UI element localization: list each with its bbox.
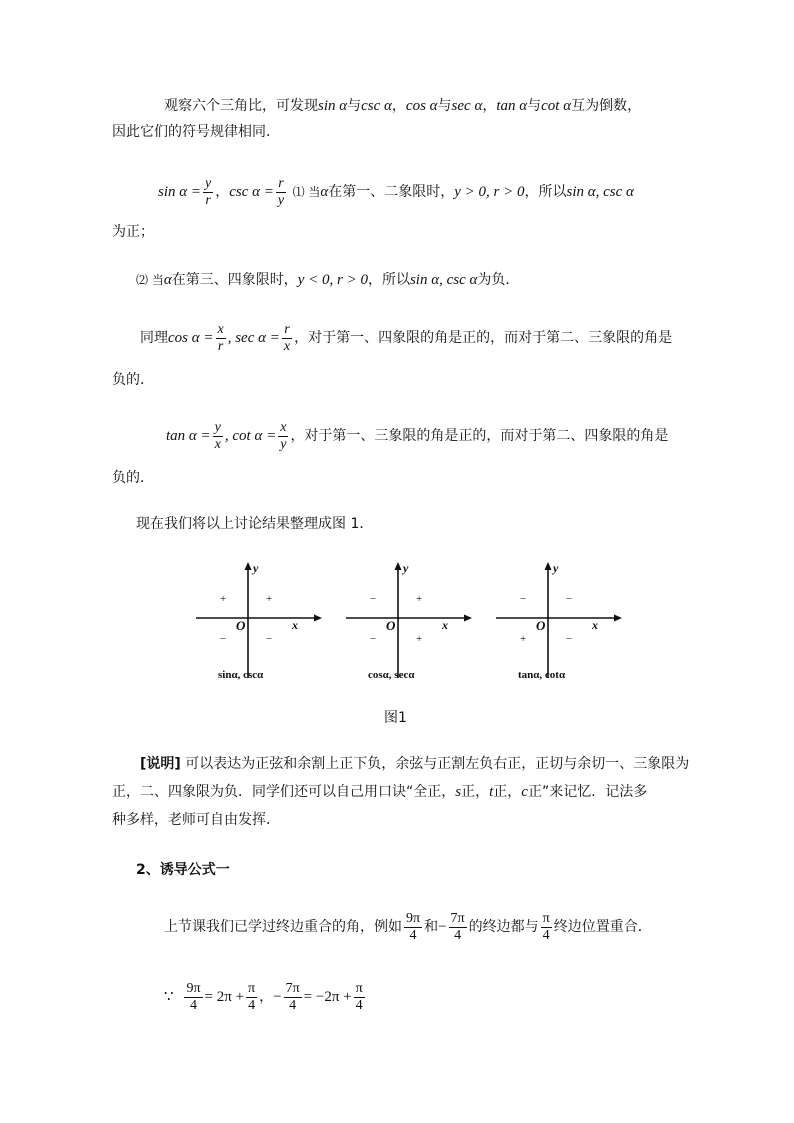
- para-cos-sec-line2: 负的．: [112, 372, 154, 388]
- math-csc-def: csc α =: [229, 184, 274, 200]
- math-cos: cos α: [405, 98, 438, 114]
- quadrant-3-sign: −: [220, 633, 227, 645]
- math-sec: sec α: [451, 98, 483, 114]
- because-symbol: ∵: [164, 989, 174, 1005]
- figure-caption: 图1: [384, 710, 407, 726]
- numerator: x: [280, 419, 287, 435]
- fraction-pi-4: [354, 981, 365, 1014]
- fraction-x-over-r: [216, 322, 226, 355]
- quadrant-1-sign: +: [266, 593, 273, 605]
- text: ，: [482, 98, 497, 114]
- quadrant-figure: [196, 556, 636, 686]
- y-axis-arrow: [395, 562, 402, 570]
- note-line2: [112, 782, 647, 802]
- math-funcs: sin α, csc α: [409, 272, 478, 288]
- text: ，对于第一、四象限的角是正的，而对于第二、三象限的角是: [294, 330, 673, 346]
- note-line3: 种多样，老师可自由发挥．: [112, 812, 280, 828]
- math-sin: sin α: [318, 98, 348, 114]
- quadrant-4-sign: −: [266, 633, 273, 645]
- x-axis-arrow: [314, 615, 322, 622]
- numerator: 7π: [450, 910, 465, 926]
- quadrant-3-sign: +: [520, 633, 527, 645]
- math-eq: = 2π +: [204, 989, 245, 1005]
- text: 与: [347, 98, 362, 114]
- case-label: ⑵ 当: [136, 273, 164, 287]
- para-sin-csc-line2: 为正；: [112, 224, 154, 240]
- denominator: x: [283, 338, 291, 354]
- denominator: 4: [189, 997, 197, 1013]
- text: ，对于第一、三象限的角是正的，而对于第二、四象限的角是: [290, 428, 669, 444]
- math-funcs: sin α, csc α: [566, 184, 634, 200]
- case-label: ⑴ 当: [292, 185, 321, 199]
- denominator: 4: [409, 927, 417, 943]
- para-tan-cot: [166, 416, 668, 456]
- math-cos-def: cos α =: [168, 330, 214, 346]
- para-equation: [164, 976, 367, 1018]
- text: ，: [391, 98, 406, 114]
- denominator: 4: [248, 997, 256, 1013]
- y-axis-arrow: [245, 562, 252, 570]
- mnemonic-c: c: [521, 784, 528, 800]
- text: 正”来记忆．记法多: [527, 784, 648, 800]
- quadrant-figure-svg: [196, 556, 636, 686]
- text: 正，: [461, 784, 490, 800]
- para-reciprocal: [164, 96, 641, 116]
- para-case2: [136, 270, 519, 290]
- text: 同理: [140, 330, 168, 346]
- text: 与: [527, 98, 542, 114]
- y-axis-label: y: [253, 561, 259, 575]
- denominator: y: [280, 436, 287, 452]
- text: 在第一、二象限时，: [328, 184, 455, 200]
- math-eq: = −2π +: [303, 989, 352, 1005]
- math-minus: −: [438, 919, 447, 935]
- denominator: x: [214, 436, 221, 452]
- quadrant-1-sign: −: [566, 593, 573, 605]
- math-minus: −: [273, 989, 282, 1005]
- denominator: 4: [355, 997, 363, 1013]
- x-axis-label: x: [442, 618, 448, 632]
- math-sin-def: sin α =: [158, 184, 202, 200]
- mnemonic-t: t: [489, 784, 494, 800]
- para-figure-intro: 现在我们将以上讨论结果整理成图 1．: [136, 516, 374, 532]
- text: 终边位置重合．: [553, 919, 652, 935]
- para-coterminal: [164, 906, 652, 948]
- math-alpha: α: [320, 184, 329, 200]
- mnemonic-s: s: [455, 784, 462, 800]
- text: 正，二、四象限为负．同学们还可以自己用口诀“全正，: [112, 784, 456, 800]
- origin-label: O: [536, 618, 546, 633]
- panel-label: cosα, secα: [368, 669, 415, 681]
- para-sin-csc: [158, 172, 634, 212]
- x-axis-label: x: [292, 618, 298, 632]
- fraction-pi-4: [246, 981, 257, 1014]
- text: 观察六个三角比，可发现: [164, 98, 318, 114]
- quadrant-1-sign: +: [416, 593, 423, 605]
- quadrant-2-sign: −: [520, 593, 527, 605]
- y-axis-label: y: [403, 561, 409, 575]
- numerator: r: [276, 176, 286, 193]
- denominator: 4: [454, 927, 462, 943]
- text: 互为倒数，: [571, 98, 642, 114]
- fraction-7pi-4: [284, 981, 302, 1014]
- y-axis-label: y: [553, 561, 559, 575]
- quadrant-4-sign: +: [416, 633, 423, 645]
- text: ，所以: [524, 184, 567, 200]
- numerator: π: [355, 980, 363, 996]
- text: 和: [424, 919, 439, 935]
- note-tag: [说明]: [140, 756, 181, 772]
- text: 在第三、四象限时，: [171, 272, 298, 288]
- numerator: y: [205, 175, 212, 191]
- quadrant-2-sign: +: [220, 593, 227, 605]
- fraction-r-over-y: [276, 176, 286, 209]
- text: ，所以: [367, 272, 410, 288]
- text: 上节课我们已学过终边重合的角，例如: [164, 919, 402, 935]
- origin-label: O: [386, 618, 396, 633]
- denominator: 4: [542, 927, 550, 943]
- numerator: 9π: [406, 910, 421, 926]
- x-axis-label: x: [592, 618, 598, 632]
- fraction-y-over-r: [203, 176, 213, 209]
- text: 可以表达为正弦和余割上正下负，余弦与正割左负右正，正切与余切一、三象限为: [180, 756, 690, 772]
- numerator: x: [217, 321, 224, 337]
- section-heading: 2、诱导公式一: [136, 862, 230, 878]
- math-cot-def: , cot α =: [224, 428, 277, 444]
- math-tan-def: tan α =: [166, 428, 211, 444]
- numerator: 9π: [186, 980, 201, 996]
- numerator: 7π: [285, 980, 300, 996]
- fraction-r-over-x: [282, 322, 292, 355]
- fraction-7pi-4: [449, 911, 467, 944]
- para-cos-sec: [140, 318, 672, 358]
- fraction-9pi-4: [184, 981, 202, 1014]
- math-condition: y > 0, r > 0: [454, 184, 525, 200]
- numerator: π: [248, 980, 256, 996]
- panel-label: sinα, cscα: [218, 669, 264, 681]
- fraction-x-over-y: [278, 420, 288, 453]
- quadrant-2-sign: −: [370, 593, 377, 605]
- text: 与: [437, 98, 452, 114]
- text: ，: [259, 989, 274, 1005]
- denominator: r: [205, 192, 211, 208]
- text: 为负．: [477, 272, 520, 288]
- math-sec-def: , sec α =: [227, 330, 280, 346]
- para-tan-cot-line2: 负的．: [112, 470, 154, 486]
- para-reciprocal-line2: 因此它们的符号规律相同．: [112, 124, 280, 140]
- note-line1: [140, 754, 689, 774]
- math-tan: tan α: [496, 98, 528, 114]
- math-alpha: α: [163, 272, 172, 288]
- fraction-y-over-x: [213, 420, 223, 453]
- denominator: 4: [289, 997, 297, 1013]
- x-axis-arrow: [464, 615, 472, 622]
- numerator: r: [282, 322, 292, 339]
- quadrant-4-sign: −: [566, 633, 573, 645]
- origin-label: O: [236, 618, 246, 633]
- fraction-9pi-4: [404, 911, 422, 944]
- x-axis-arrow: [614, 615, 622, 622]
- math-condition: y < 0, r > 0: [297, 272, 368, 288]
- panel-label: tanα, cotα: [518, 669, 566, 681]
- numerator: y: [214, 419, 221, 435]
- math-cot: cot α: [541, 98, 572, 114]
- denominator: y: [277, 192, 285, 208]
- quadrant-3-sign: −: [370, 633, 377, 645]
- text: ，: [215, 184, 230, 200]
- text: 正，: [493, 784, 522, 800]
- denominator: r: [217, 338, 224, 354]
- math-csc: csc α: [361, 98, 392, 114]
- fraction-pi-4: [541, 911, 552, 944]
- text: 的终边都与: [468, 919, 539, 935]
- y-axis-arrow: [545, 562, 552, 570]
- numerator: π: [542, 910, 550, 926]
